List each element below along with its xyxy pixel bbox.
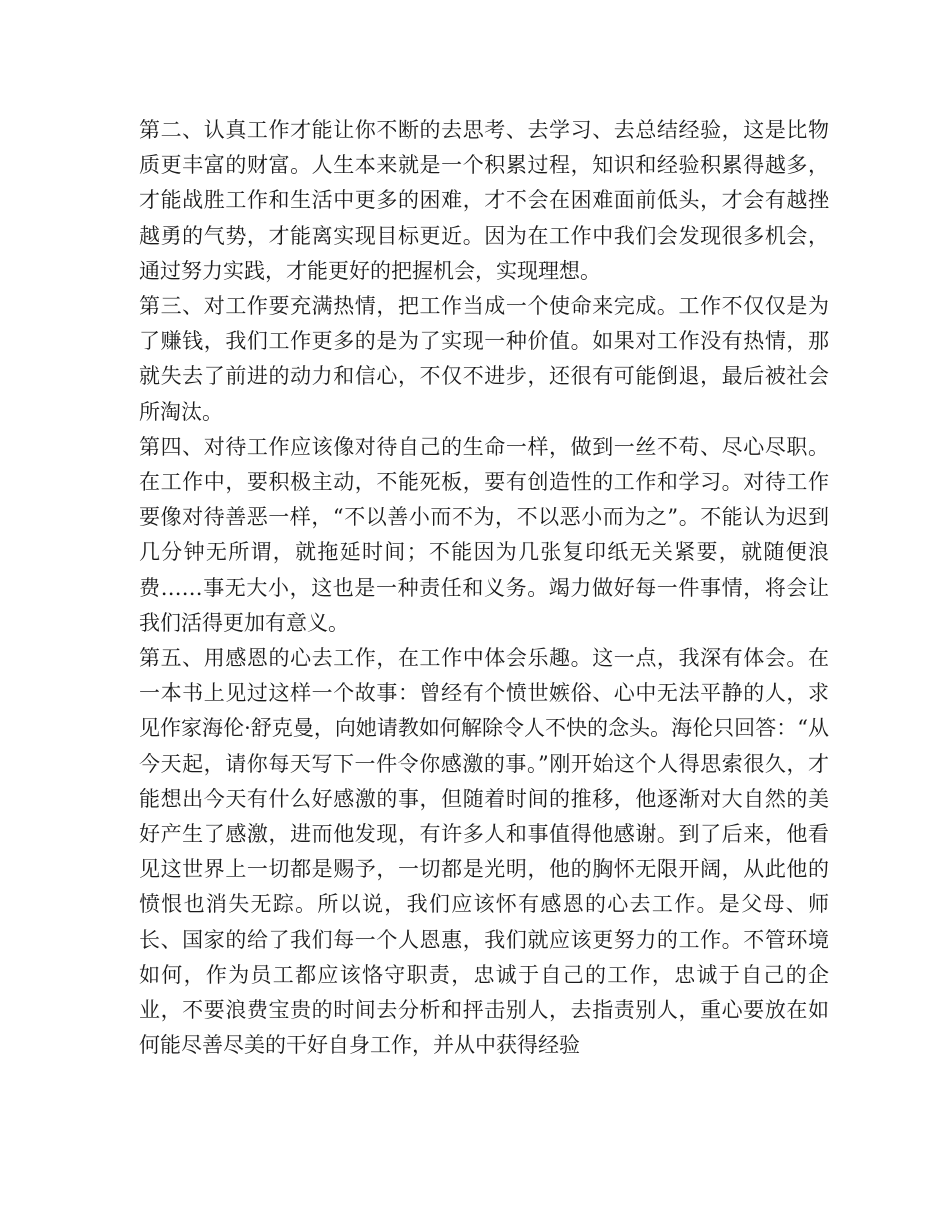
paragraph-third: 第三、对工作要充满热情，把工作当成一个使命来完成。工作不仅仅是为了赚钱，我们工作更多的是为了实现一种价值。如果对工作没有热情，那就失去了前进的动力和信心，不仅不进步，还很有可能倒退，最后被社会所淘汰。 [139, 294, 829, 424]
paragraph-fifth: 第五、用感恩的心去工作，在工作中体会乐趣。这一点，我深有体会。在一本书上见过这样一个故事：曾经有个愤世嫉俗、心中无法平静的人，求见作家海伦·舒克曼，向她请教如何解除令人不快的念头。海伦只回答：“从今天起，请你每天写下一件令你感激的事。”刚开始这个人得思索很久，才能想出今天有什么好感激的事，但随着时间的推移，他逐渐对大自然的美好产生了感激，进而他发现，有许多人和事值得他感谢。到了后来，他看见这世界上一切都是赐予，一切都是光明，他的胸怀无限开阔，从此他的愤恨也消失无踪。所以说，我们应该怀有感恩的心去工作。是父母、师长、国家的给了我们每一个人恩惠，我们就应该更努力的工作。不管环境如何，作为员工都应该恪守职责，忠诚于自己的工作，忠诚于自己的企业，不要浪费宝贵的时间去分析和抨击别人，去指责别人，重心要放在如何能尽善尽美的干好自身工作，并从中获得经验 [139, 646, 829, 1058]
document-body [139, 113, 829, 1063]
paragraph-second: 第二、认真工作才能让你不断的去思考、去学习、去总结经验，这是比物质更丰富的财富。人生本来就是一个积累过程，知识和经验积累得越多，才能战胜工作和生活中更多的困难，才不会在困难面前低头，才会有越挫越勇的气势，才能离实现目标更近。因为在工作中我们会发现很多机会，通过努力实践，才能更好的把握机会，实现理想。 [139, 118, 829, 283]
paragraph-fourth: 第四、对待工作应该像对待自己的生命一样，做到一丝不苟、尽心尽职。在工作中，要积极主动，不能死板，要有创造性的工作和学习。对待工作要像对待善恶一样，“不以善小而不为，不以恶小而为之”。不能认为迟到几分钟无所谓，就拖延时间；不能因为几张复印纸无关紧要，就随便浪费……事无大小，这也是一种责任和义务。竭力做好每一件事情，将会让我们活得更加有意义。 [139, 434, 829, 635]
